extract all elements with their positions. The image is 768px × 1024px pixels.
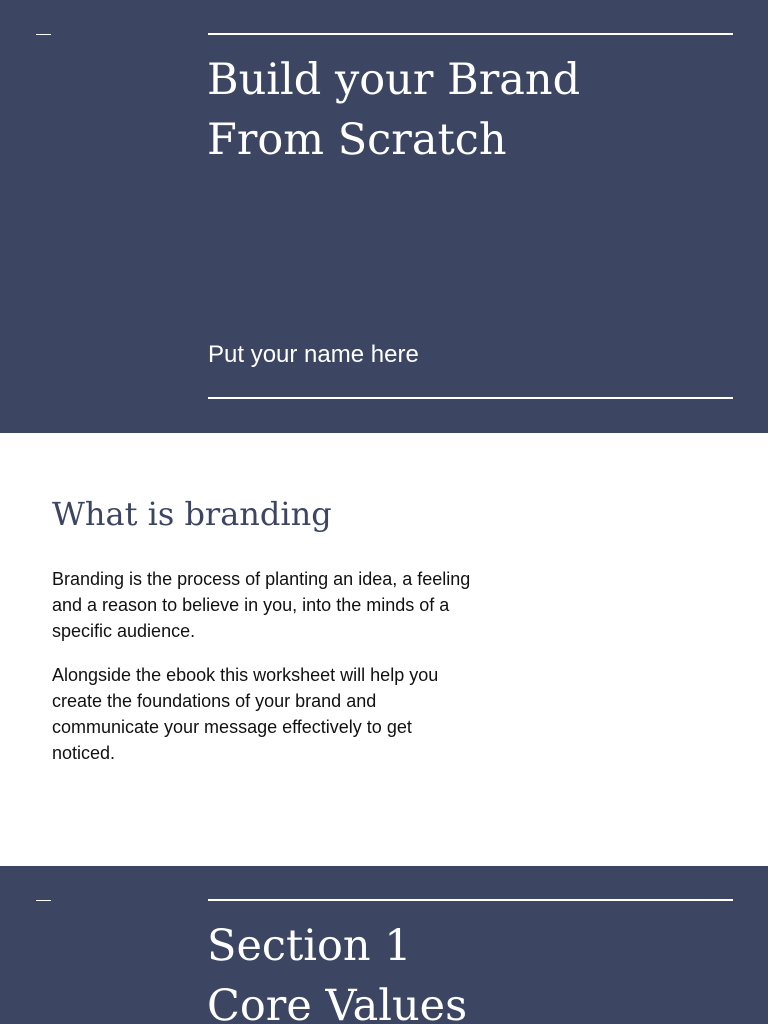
section-title-line-2: Core Values bbox=[207, 981, 468, 1024]
intro-paragraph-2: Alongside the ebook this worksheet will help you create the foundations of your brand and communicate your message effectively to get noticed. bbox=[52, 665, 439, 763]
cover-title-line-1: Build your Brand bbox=[207, 55, 581, 105]
cover-title bbox=[207, 50, 580, 170]
intro-paragraph-1: Branding is the process of planting an idea, a feeling and a reason to believe in you, into the minds of a specific audience. bbox=[52, 569, 471, 641]
page-marker bbox=[36, 34, 51, 35]
bottom-divider bbox=[208, 397, 733, 399]
top-divider bbox=[208, 33, 733, 35]
cover-title-line-2: From Scratch bbox=[207, 115, 507, 165]
title-slide bbox=[0, 0, 768, 433]
section-title-line-1: Section 1 bbox=[207, 921, 412, 971]
author-name: Put your name here bbox=[208, 341, 419, 368]
section-title bbox=[207, 916, 467, 1024]
section-slide bbox=[0, 866, 768, 1024]
page-marker bbox=[36, 900, 51, 901]
top-divider bbox=[208, 899, 733, 901]
section-heading: What is branding bbox=[52, 495, 332, 533]
